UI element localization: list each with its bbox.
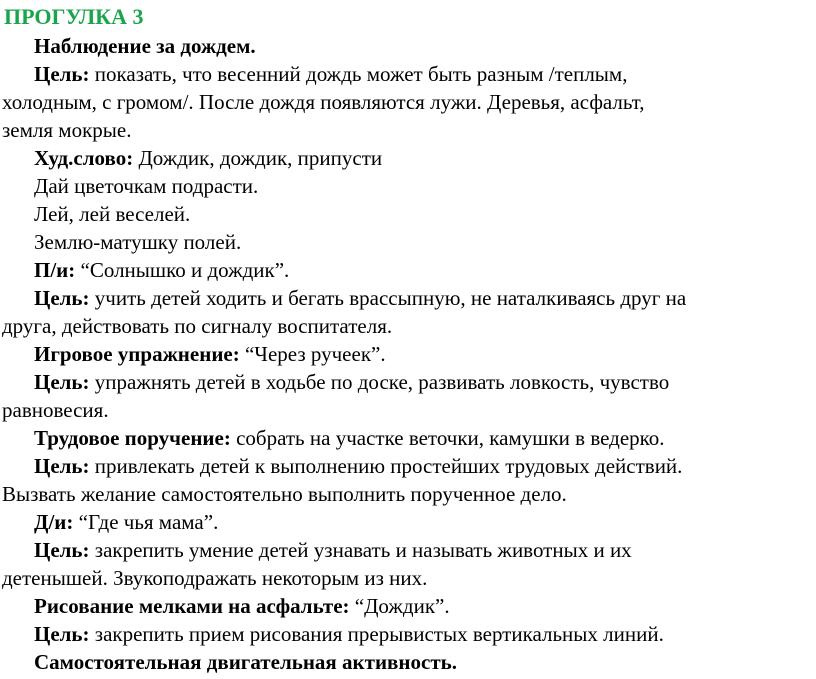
- line-text: земля мокрые.: [2, 118, 132, 142]
- line-text: друга, действовать по сигналу воспитателя.: [2, 314, 393, 338]
- line-label: Цель:: [34, 370, 90, 394]
- line-text: холодным, с громом/. После дождя появляются лужи. Деревья, асфальт,: [2, 90, 645, 114]
- line-label: Цель:: [34, 454, 90, 478]
- line-goal-4: [34, 452, 682, 480]
- line-text: привлекать детей к выполнению простейших трудовых действий.: [89, 454, 683, 478]
- line-text: “Где чья мама”.: [73, 510, 219, 534]
- line-labor-task: [34, 424, 665, 452]
- line-label: Наблюдение за дождем.: [34, 34, 256, 58]
- line-text: равновесия.: [2, 398, 109, 422]
- line-poem-3: [34, 200, 190, 228]
- line-text: Землю-матушку полей.: [34, 230, 242, 254]
- line-label: Трудовое поручение:: [34, 426, 231, 450]
- line-text: “Дождик”.: [349, 594, 450, 618]
- line-goal-2-cont: [2, 312, 392, 340]
- line-text: детенышей. Звукоподражать некоторым из них.: [2, 566, 428, 590]
- line-label: Худ.слово:: [34, 146, 134, 170]
- line-text: Дай цветочкам подрасти.: [34, 174, 259, 198]
- line-text: собрать на участке веточки, камушки в ведерко.: [230, 426, 665, 450]
- line-outdoor-game: [34, 256, 289, 284]
- line-label: Цель:: [34, 286, 90, 310]
- line-chalk-drawing: [34, 592, 450, 620]
- line-goal-6: [34, 620, 664, 648]
- line-label: П/и:: [34, 258, 76, 282]
- line-text: показать, что весенний дождь может быть разным /теплым,: [89, 62, 628, 86]
- line-poem-1: [34, 144, 382, 172]
- line-poem-2: [34, 172, 258, 200]
- line-goal-5-cont: [2, 564, 427, 592]
- line-goal-1-cont: [2, 88, 645, 116]
- line-label: Д/и:: [34, 510, 74, 534]
- line-goal-1: [34, 60, 627, 88]
- line-text: закрепить прием рисования прерывистых вертикальных линий.: [89, 622, 664, 646]
- line-label: Цель:: [34, 62, 90, 86]
- line-didactic-game: [34, 508, 218, 536]
- line-goal-3-cont: [2, 396, 109, 424]
- line-text: Вызвать желание самостоятельно выполнить порученное дело.: [2, 482, 567, 506]
- line-goal-2: [34, 284, 686, 312]
- line-goal-3: [34, 368, 669, 396]
- line-label: Самостоятельная двигательная активность.: [34, 650, 457, 674]
- line-text: “Через ручеек”.: [239, 342, 386, 366]
- line-goal-4-cont: [2, 480, 567, 508]
- line-label: Цель:: [34, 622, 90, 646]
- walk-title: ПРОГУЛКА 3: [4, 4, 144, 29]
- line-text: упражнять детей в ходьбе по доске, развивать ловкость, чувство: [89, 370, 670, 394]
- line-text: закрепить умение детей узнавать и называть животных и их: [89, 538, 632, 562]
- line-text: Лей, лей веселей.: [34, 202, 191, 226]
- line-text: Дождик, дождик, припусти: [133, 146, 383, 170]
- line-game-exercise: [34, 340, 386, 368]
- line-poem-4: [34, 228, 241, 256]
- line-free-activity: [34, 648, 457, 676]
- line-text: учить детей ходить и бегать врассыпную, не наталкиваясь друг на: [89, 286, 687, 310]
- line-goal-1-cont-2: [2, 116, 131, 144]
- line-label: Игровое упражнение:: [34, 342, 240, 366]
- line-goal-5: [34, 536, 632, 564]
- line-observation: [34, 32, 256, 60]
- line-label: Рисование мелками на асфальте:: [34, 594, 350, 618]
- line-label: Цель:: [34, 538, 90, 562]
- line-text: “Солнышко и дождик”.: [75, 258, 290, 282]
